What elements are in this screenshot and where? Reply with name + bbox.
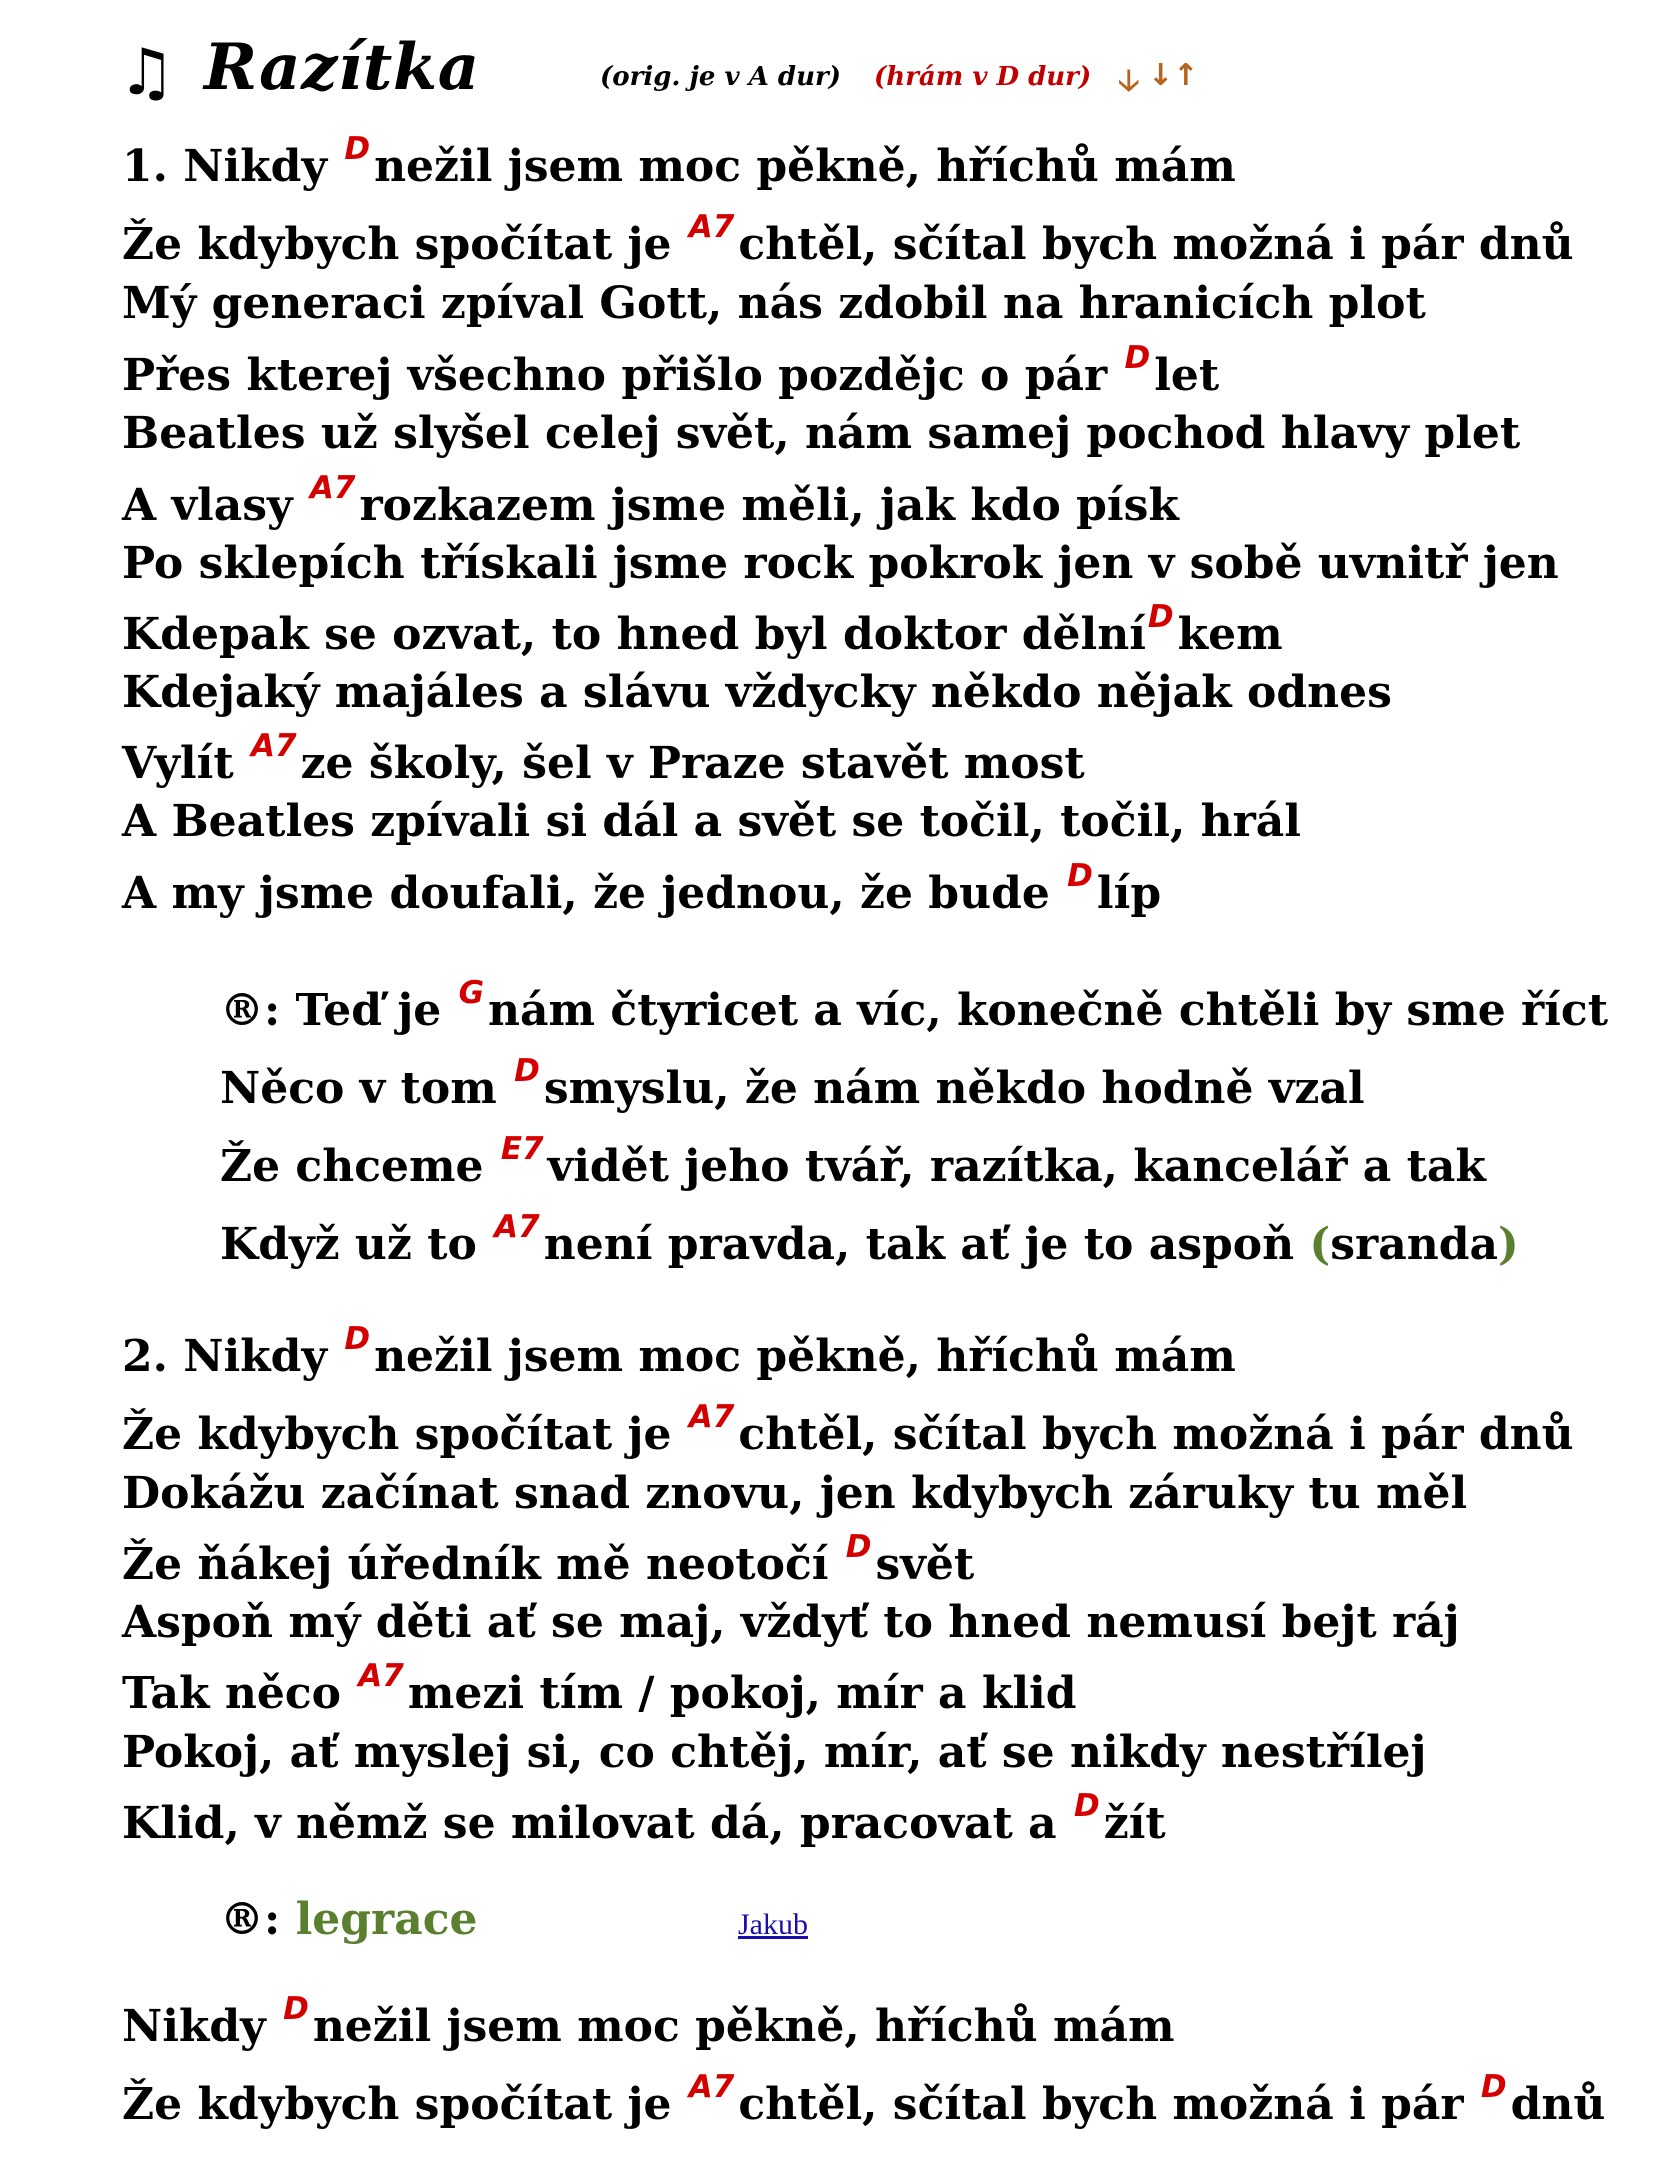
lyric-text: chtěl, sčítal bych možná i pár <box>738 2079 1479 2130</box>
chord-label: A7 <box>309 470 356 506</box>
paren-open: ( <box>1309 1219 1331 1270</box>
chorus-line-4 <box>220 1209 1519 1270</box>
verse2-line-4 <box>122 1529 975 1590</box>
verse1-line-5: Beatles už slyšel celej svět, nám samej pochod hlavy plet <box>122 408 1521 459</box>
arrow-up-down-icon[interactable]: ↓↑ <box>1148 58 1199 93</box>
verse1-line-8 <box>122 599 1283 660</box>
lyric-text: 2. Nikdy <box>122 1331 343 1382</box>
song-title: Razítka <box>204 30 480 105</box>
verse2-line-3: Dokážu začínat snad znovu, jen kdybych záruky tu měl <box>122 1468 1468 1519</box>
chord-label: D <box>845 1529 872 1565</box>
chorus-line-3 <box>220 1131 1486 1192</box>
chord-label: A7 <box>688 209 735 245</box>
chord-label: D <box>1074 1788 1100 1824</box>
paren-close: ) <box>1497 1219 1519 1270</box>
outro-line-1 <box>122 1991 1175 2052</box>
lyric-text: mezi tím / pokoj, mír a klid <box>407 1668 1077 1719</box>
original-key-note: (orig. je v A dur) <box>600 62 841 92</box>
lyric-text: Klid, v němž se milovat dá, pracovat a <box>122 1798 1072 1849</box>
chorus-reference <box>220 1894 478 1945</box>
sranda-word: sranda <box>1330 1219 1498 1270</box>
lyric-text: dnů <box>1510 2079 1606 2130</box>
lyric-text: ze školy, šel v Praze stavět most <box>300 738 1085 789</box>
legrace-word: legrace <box>295 1894 478 1945</box>
lyric-text: Tak něco <box>122 1668 357 1719</box>
chord-label: D <box>514 1053 540 1089</box>
lyric-text: Kdepak se ozvat, to hned byl doktor dělní <box>122 609 1146 660</box>
verse1-line-1 <box>122 131 1236 192</box>
lyric-text: kem <box>1177 609 1283 660</box>
chord-label: D <box>344 131 371 167</box>
verse1-line-11: A Beatles zpívali si dál a svět se točil, točil, hrál <box>122 796 1302 847</box>
verse2-line-6 <box>122 1658 1077 1719</box>
lyric-text: ®: Teď je <box>220 985 457 1036</box>
chord-label: A7 <box>251 728 297 764</box>
music-note-icon: ♫ <box>118 36 176 110</box>
lyric-text: A my jsme doufali, že jednou, že bude <box>122 868 1066 919</box>
chorus-marker: ®: <box>220 1894 296 1945</box>
verse2-line-8 <box>122 1788 1166 1849</box>
verse1-line-9: Kdejaký majáles a slávu vždycky někdo nějak odnes <box>122 667 1392 718</box>
played-key-note: (hrám v D dur) <box>874 62 1092 92</box>
lyric-text: svět <box>875 1539 975 1590</box>
arrow-down-icon[interactable]: 🡣 <box>1118 63 1140 98</box>
chord-label: D <box>1067 858 1093 894</box>
chord-label: A7 <box>494 1209 540 1245</box>
lyric-text: A vlasy <box>122 480 308 531</box>
verse1-line-12 <box>122 858 1162 919</box>
chorus-line-1 <box>220 975 1609 1036</box>
lyric-text: Že chceme <box>220 1141 499 1192</box>
chord-label: A7 <box>358 1658 404 1694</box>
chord-label: E7 <box>500 1131 544 1167</box>
chord-label: A7 <box>688 2069 735 2105</box>
lyric-text: žít <box>1103 1798 1166 1849</box>
lyric-text: vidět jeho tvář, razítka, kancelář a tak <box>547 1141 1486 1192</box>
lyric-text: Že kdybych spočítat je <box>122 219 687 270</box>
lyric-text: smyslu, že nám někdo hodně vzal <box>543 1063 1365 1114</box>
verse2-line-1 <box>122 1321 1236 1382</box>
verse1-line-10 <box>122 728 1085 789</box>
verse2-line-7: Pokoj, ať myslej si, co chtěj, mír, ať se nikdy nestřílej <box>122 1727 1427 1778</box>
lyric-text: Že kdybych spočítat je <box>122 1409 687 1460</box>
lyric-text: líp <box>1096 868 1162 919</box>
lyric-text: Něco v tom <box>220 1063 513 1114</box>
lyric-text: let <box>1154 350 1220 401</box>
lyric-text: Nikdy <box>122 2001 282 2052</box>
verse2-line-5: Aspoň mý děti ať se maj, vždyť to hned nemusí bejt ráj <box>122 1597 1460 1648</box>
chord-label: D <box>1480 2069 1507 2105</box>
lyric-text: nežil jsem moc pěkně, hříchů mám <box>374 141 1236 192</box>
verse1-line-7: Po sklepích třískali jsme rock pokrok jen v sobě uvnitř jen <box>122 538 1559 589</box>
lyric-text: nám čtyricet a víc, konečně chtěli by sme říct <box>488 985 1609 1036</box>
lyric-text: nežil jsem moc pěkně, hříchů mám <box>312 2001 1175 2052</box>
chord-label: D <box>1147 599 1174 635</box>
chord-label: D <box>344 1321 371 1357</box>
chord-label: D <box>1124 340 1151 376</box>
lyric-text: chtěl, sčítal bych možná i pár dnů <box>738 219 1574 270</box>
lyric-text: Když už to <box>220 1219 493 1270</box>
verse1-line-3: Mý generaci zpíval Gott, nás zdobil na hranicích plot <box>122 278 1426 329</box>
jakub-link[interactable]: Jakub <box>738 1908 808 1941</box>
lyric-text: Přes kterej všechno přišlo pozdějc o pár <box>122 350 1123 401</box>
verse1-line-2 <box>122 209 1574 270</box>
lyric-text: Vylít <box>122 738 249 789</box>
outro-line-2 <box>122 2069 1606 2130</box>
chord-label: G <box>458 975 485 1011</box>
verse2-line-2 <box>122 1399 1574 1460</box>
lyric-text: 1. Nikdy <box>122 141 343 192</box>
lyric-text: chtěl, sčítal bych možná i pár dnů <box>738 1409 1574 1460</box>
lyric-text: Že ňákej úředník mě neotočí <box>122 1539 844 1590</box>
lyric-text: rozkazem jsme měli, jak kdo písk <box>359 480 1179 531</box>
lyric-text: není pravda, tak ať je to aspoň <box>543 1219 1310 1270</box>
verse1-line-4 <box>122 340 1220 401</box>
verse1-line-6 <box>122 470 1179 531</box>
chord-label: D <box>283 1991 309 2027</box>
chord-label: A7 <box>688 1399 735 1435</box>
chorus-line-2 <box>220 1053 1365 1114</box>
lyric-text: Že kdybych spočítat je <box>122 2079 687 2130</box>
lyric-text: nežil jsem moc pěkně, hříchů mám <box>374 1331 1236 1382</box>
